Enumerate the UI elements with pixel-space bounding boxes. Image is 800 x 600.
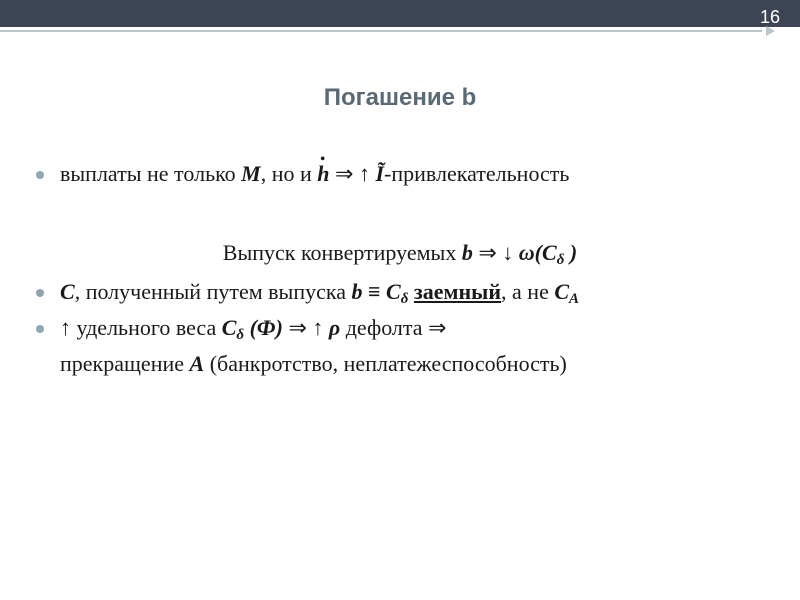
bullet-icon <box>36 289 44 297</box>
text: (банкротство, неплатежеспособность) <box>204 351 567 376</box>
subscript-A: A <box>569 291 580 307</box>
text: прекращение <box>60 351 190 376</box>
symbol-omega: ω(C <box>518 240 557 265</box>
text: дефолта ⇒ <box>340 315 447 340</box>
text: выплаты не только <box>60 161 242 186</box>
text: ⇒ ↑ <box>329 161 376 186</box>
subscript-delta: δ <box>236 327 245 343</box>
subscript-delta: δ <box>400 291 409 307</box>
header-band <box>0 0 800 27</box>
symbol-I-tilde: Ĩ <box>375 161 385 186</box>
bullet-item-3 <box>60 314 446 349</box>
text: , а не <box>501 279 555 304</box>
symbol-C: C <box>386 279 401 304</box>
text: , но и <box>260 161 318 186</box>
subscript-delta: δ <box>556 252 565 268</box>
symbol-b: b <box>461 240 473 265</box>
bullet-icon <box>36 325 44 333</box>
symbol-C: C <box>60 279 75 304</box>
text: ⇒ ↑ <box>282 315 329 340</box>
underlined-word: заемный <box>413 279 502 304</box>
symbol-M: M <box>241 161 261 186</box>
text: ↑ удельного веса <box>60 315 222 340</box>
symbol-rho: ρ <box>328 315 341 340</box>
centered-line <box>0 240 800 269</box>
symbol-C: C <box>554 279 570 304</box>
text: ⇒ ↓ <box>472 240 519 265</box>
text: Выпуск конвертируемых <box>222 240 462 265</box>
text: , полученный путем выпуска <box>74 279 352 304</box>
bullet-icon <box>36 171 44 179</box>
symbol-b-equiv: b ≡ <box>351 279 381 304</box>
symbol-C: C <box>221 315 237 340</box>
text: -привлекательность <box>384 161 570 186</box>
header-divider <box>0 30 762 32</box>
symbol-h-dot: • h <box>317 160 329 188</box>
bullet-item-2 <box>60 278 579 313</box>
symbol-A: A <box>189 351 205 376</box>
symbol-phi: (Ф) <box>244 315 283 340</box>
slide-number: 16 <box>759 7 780 27</box>
text: ) <box>564 240 578 265</box>
slide-title: Погашение b <box>323 84 477 111</box>
bullet-item-3-continuation <box>60 350 567 378</box>
bullet-item-1 <box>60 160 569 188</box>
